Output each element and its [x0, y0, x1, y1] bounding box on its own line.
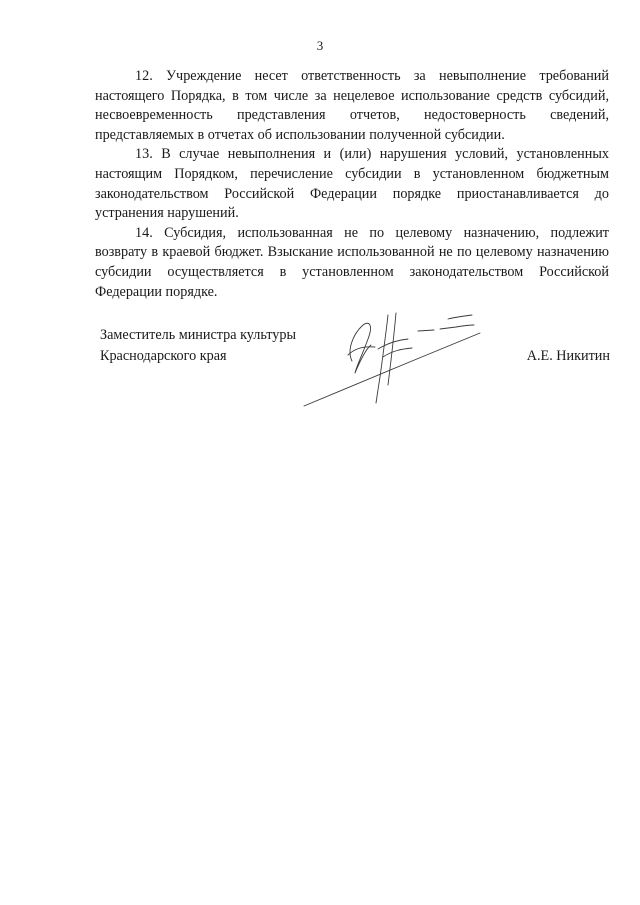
signature-block — [100, 325, 610, 415]
paragraph-14: 14. Субсидия, использованная не по целевому назначению, подлежит возврату в краевой бюджет. Взыскание использованной не по целевому назначению субсидии осуществляется в установленном законодательством Российской Федерации порядке. — [95, 224, 609, 300]
page-number: 3 — [316, 38, 324, 53]
signer-position — [100, 325, 296, 367]
handwritten-signature — [300, 303, 500, 413]
signer-name: А.Е. Никитин — [526, 348, 610, 364]
signer-position-line-2: Краснодарского края — [100, 348, 227, 364]
document-body — [95, 67, 609, 302]
paragraph-13: 13. В случае невыполнения и (или) нарушения условий, установленных настоящим Порядком, перечисление субсидии в установленном бюджетным законодательством Российской Федерации порядке приостанавливается до устранения нарушений. — [95, 146, 609, 222]
signer-position-line-1: Заместитель министра культуры — [100, 327, 296, 343]
paragraph-12: 12. Учреждение несет ответственность за невыполнение требований настоящего Порядка, в том числе за нецелевое использование средств субсидий, несвоевременность представления отчетов, недостоверность сведений, представляемых в отчетах об использовании полученной субсидии. — [95, 68, 609, 143]
